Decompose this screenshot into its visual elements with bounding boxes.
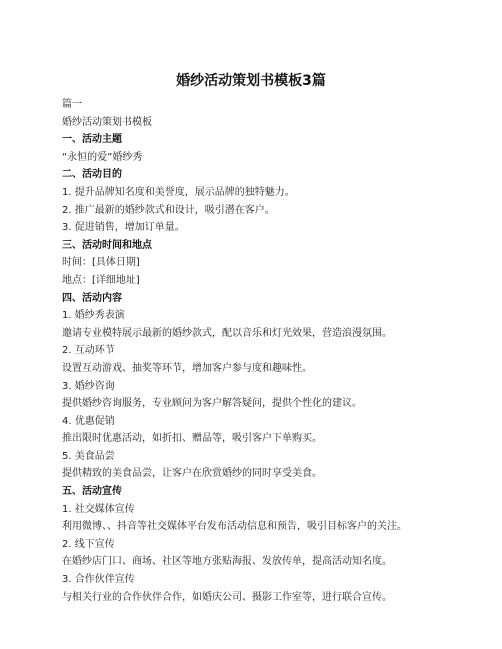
paragraph-line: 篇一 bbox=[62, 99, 82, 110]
section-heading: 五、活动宣传 bbox=[62, 486, 122, 498]
paragraph-line: 邀请专业模特展示最新的婚纱款式，配以音乐和灯光效果，营造浪漫氛围。 bbox=[62, 327, 392, 339]
paragraph-line: 3. 婚纱咨询 bbox=[62, 380, 115, 392]
paragraph-line: 提供婚纱咨询服务，专业顾问为客户解答疑问，提供个性化的建议。 bbox=[62, 398, 362, 410]
paragraph-line: 在婚纱店门口、商场、社区等地方张贴海报、发放传单，提高活动知名度。 bbox=[62, 556, 392, 568]
paragraph-line: 1. 社交媒体宣传 bbox=[62, 503, 135, 515]
section-heading: 二、活动目的 bbox=[62, 169, 122, 181]
paragraph-line: 1. 提升品牌知名度和美誉度，展示品牌的独特魅力。 bbox=[62, 186, 295, 198]
paragraph-line: 4. 优惠促销 bbox=[62, 415, 115, 427]
paragraph-line: 3. 合作伙伴宣传 bbox=[62, 574, 135, 586]
paragraph-line: 2. 线下宣传 bbox=[62, 538, 115, 550]
document-title: 婚纱活动策划书模板3篇 bbox=[176, 73, 326, 89]
section-heading: 四、活动内容 bbox=[62, 292, 122, 304]
paragraph-line: 利用微博、、抖音等社交媒体平台发布活动信息和预告，吸引目标客户的关注。 bbox=[62, 521, 407, 533]
paragraph-line: 2. 推广最新的婚纱款式和设计，吸引潜在客户。 bbox=[62, 204, 275, 216]
paragraph-line: 3. 促进销售，增加订单量。 bbox=[62, 222, 185, 234]
paragraph-line: 地点：[详细地址] bbox=[62, 274, 140, 286]
paragraph-line: 推出限时优惠活动，如折扣、赠品等，吸引客户下单购买。 bbox=[62, 433, 322, 445]
paragraph-line: 5. 美食品尝 bbox=[62, 450, 115, 462]
section-heading: 三、活动时间和地点 bbox=[62, 239, 152, 251]
paragraph-line: 婚纱活动策划书模板 bbox=[62, 116, 152, 128]
document-body bbox=[62, 96, 482, 606]
paragraph-line: 提供精致的美食品尝，让客户在欣赏婚纱的同时享受美食。 bbox=[62, 468, 322, 480]
paragraph-line: 与相关行业的合作伙伴合作，如婚庆公司、摄影工作室等，进行联合宣传。 bbox=[62, 591, 392, 603]
section-heading: 一、活动主题 bbox=[62, 134, 122, 146]
paragraph-line: 2. 互动环节 bbox=[62, 345, 115, 357]
paragraph-line: 时间：[具体日期] bbox=[62, 257, 140, 269]
paragraph-line: 1. 婚纱秀表演 bbox=[62, 310, 125, 322]
paragraph-line: 设置互动游戏、抽奖等环节，增加客户参与度和趣味性。 bbox=[62, 362, 312, 374]
paragraph-line: “永恒的爱”婚纱秀 bbox=[62, 151, 143, 163]
